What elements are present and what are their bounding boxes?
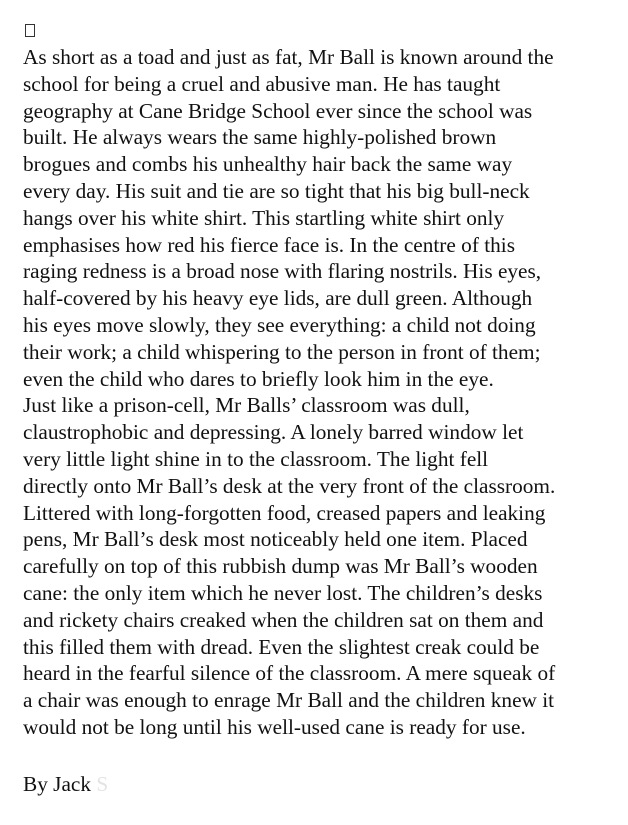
text-line: Littered with long-forgotten food, creased papers and leaking	[23, 500, 546, 525]
text-line: emphasises how red his fierce face is. In the centre of this	[23, 232, 516, 257]
author-byline	[23, 771, 108, 797]
missing-glyph-icon	[25, 24, 35, 37]
placeholder-glyph	[23, 22, 613, 44]
text-line: cane: the only item which he never lost. The children’s desks	[23, 580, 543, 605]
text-line: every day. His suit and tie are so tight that his big bull-neck	[23, 178, 530, 203]
text-line: a chair was enough to enrage Mr Ball and the children knew it	[23, 688, 555, 713]
text-line: brogues and combs his unhealthy hair back the same way	[23, 152, 513, 177]
paragraph-description-mr-ball	[23, 44, 613, 392]
text-line: built. He always wears the same highly-polished brown	[23, 125, 497, 150]
byline-text: By Jack	[23, 772, 92, 796]
text-line: pens, Mr Ball’s desk most noticeably held one item. Placed	[23, 527, 528, 552]
text-line: Just like a prison-cell, Mr Balls’ classroom was dull,	[23, 393, 470, 418]
text-line: and rickety chairs creaked when the children sat on them and	[23, 607, 544, 632]
text-line: even the child who dares to briefly look him in the eye.	[23, 366, 494, 391]
text-line: hangs over his white shirt. This startling white shirt only	[23, 205, 505, 230]
text-line: very little light shine in to the classroom. The light fell	[23, 446, 489, 471]
text-line: raging redness is a broad nose with flaring nostrils. His eyes,	[23, 259, 542, 284]
text-line: geography at Cane Bridge School ever since the school was	[23, 98, 533, 123]
text-line: his eyes move slowly, they see everything: a child not doing	[23, 312, 536, 337]
text-line: half-covered by his heavy eye lids, are dull green. Although	[23, 286, 533, 311]
text-line: would not be long until his well-used cane is ready for use.	[23, 714, 526, 739]
text-line: directly onto Mr Ball’s desk at the very front of the classroom.	[23, 473, 556, 498]
byline-faded-letter: S	[96, 772, 109, 796]
text-line: this filled them with dread. Even the slightest creak could be	[23, 634, 540, 659]
text-line: carefully on top of this rubbish dump was Mr Ball’s wooden	[23, 554, 538, 579]
document-body	[23, 22, 613, 741]
text-line: claustrophobic and depressing. A lonely barred window let	[23, 420, 524, 445]
paragraph-description-classroom	[23, 392, 613, 740]
text-line: As short as a toad and just as fat, Mr Ball is known around the	[23, 45, 554, 69]
text-line: school for being a cruel and abusive man. He has taught	[23, 71, 501, 96]
text-line: their work; a child whispering to the person in front of them;	[23, 339, 541, 364]
text-line: heard in the fearful silence of the classroom. A mere squeak of	[23, 661, 556, 686]
